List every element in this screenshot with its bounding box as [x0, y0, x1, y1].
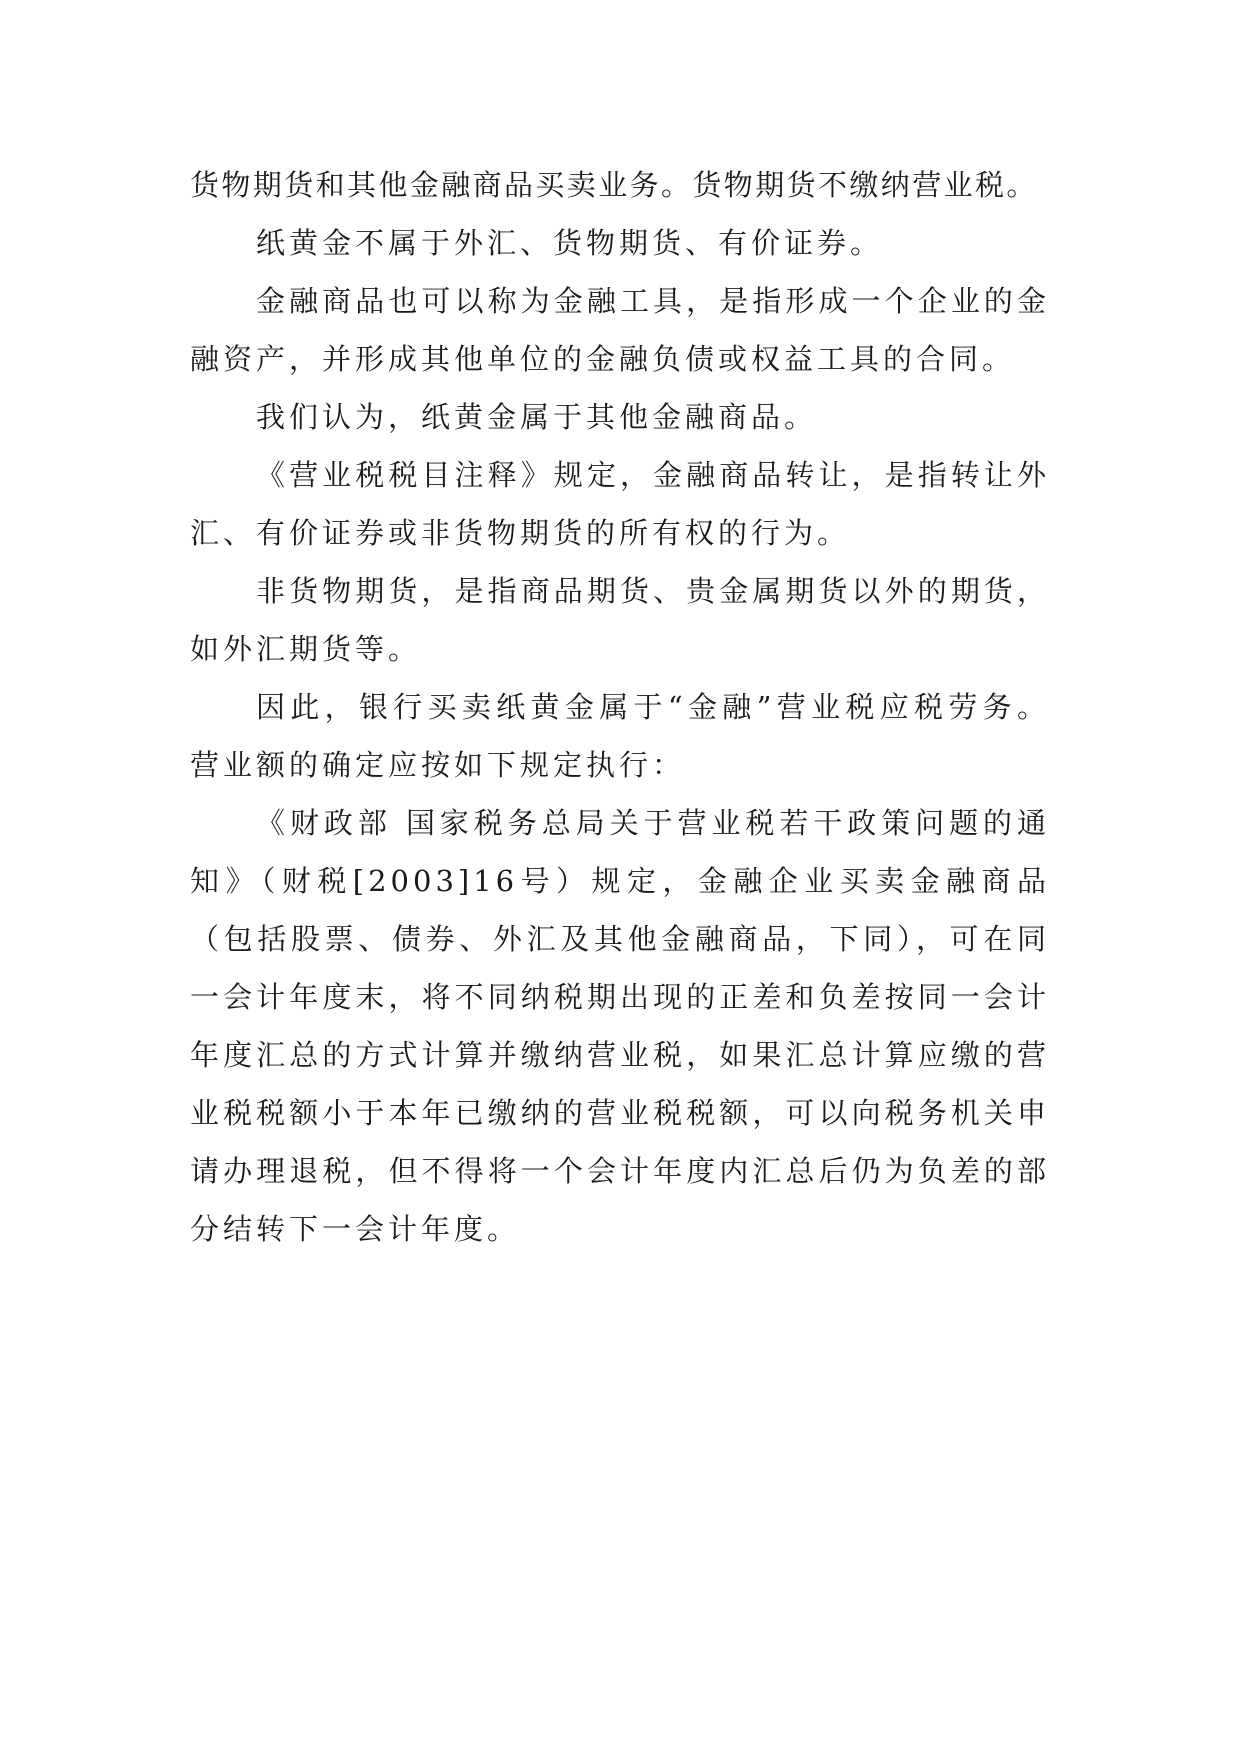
paragraph: 我们认为，纸黄金属于其他金融商品。	[256, 400, 818, 434]
paragraph: 金融商品也可以称为金融工具，是指形成一个企业的金融资产，并形成其他单位的金融负债或权益工具的合同。	[190, 284, 1050, 376]
document-body	[190, 156, 1050, 1258]
paragraph: 《财政部 国家税务总局关于营业税若干政策问题的通知》（财税[2003]16号）规定，金融企业买卖金融商品（包括股票、债券、外汇及其他金融商品，下同），可在同一会计年度末，将不同纳税期出现的正差和负差按同一会计年度汇总的方式计算并缴纳营业税，如果汇总计算应缴的营业税税额小于本年已缴纳的营业税税额，可以向税务机关申请办理退税，但不得将一个会计年度内汇总后仍为负差的部分结转下一会计年度。	[190, 806, 1050, 1246]
paragraph-continuation: 货物期货和其他金融商品买卖业务。货物期货不缴纳营业税。	[190, 168, 1038, 202]
paragraph: 纸黄金不属于外汇、货物期货、有价证券。	[256, 226, 884, 260]
paragraph: 《营业税税目注释》规定，金融商品转让，是指转让外汇、有价证券或非货物期货的所有权的行为。	[190, 458, 1050, 550]
paragraph: 非货物期货，是指商品期货、贵金属期货以外的期货，如外汇期货等。	[190, 574, 1050, 666]
paragraph: 因此，银行买卖纸黄金属于“金融”营业税应税劳务。营业额的确定应按如下规定执行：	[190, 690, 1050, 782]
